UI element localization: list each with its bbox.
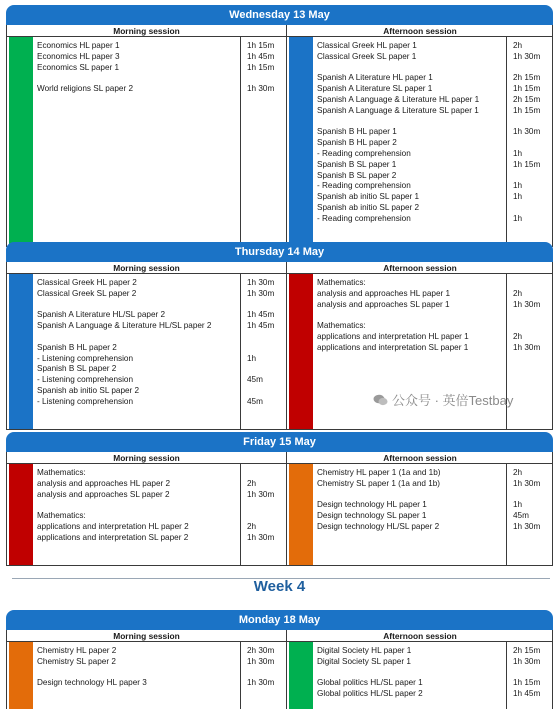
afternoon-exam-name: - Reading comprehension: [317, 149, 411, 158]
morning-exam-duration: 1h 30m: [247, 489, 275, 499]
morning-exam-duration: 1h 30m: [247, 678, 275, 688]
afternoon-header: Afternoon session: [287, 25, 553, 37]
session-table: [6, 452, 553, 566]
afternoon-exam-duration: 2h 15m: [513, 73, 541, 83]
afternoon-exam-name: Spanish B HL paper 2: [317, 138, 397, 148]
morning-subject-color-bar: [9, 274, 33, 429]
afternoon-exam-duration: 1h: [513, 213, 523, 223]
session-table: [6, 630, 553, 709]
afternoon-exam-name: Chemistry SL paper 1 (1a and 1b): [317, 478, 441, 488]
afternoon-exam-duration: 1h: [513, 181, 523, 191]
afternoon-exam-duration: 1h 30m: [513, 656, 541, 666]
afternoon-exam-name: Digital Society SL paper 1: [317, 656, 411, 666]
afternoon-exam-name: Spanish A Language & Literature SL paper 1: [317, 105, 479, 115]
morning-exam-duration: 1h 30m: [247, 278, 275, 287]
day-block: [6, 5, 553, 247]
afternoon-exam-name: Global politics HL/SL paper 2: [317, 689, 423, 699]
afternoon-exam-duration: 45m: [513, 511, 529, 521]
morning-exam-duration: 2h: [247, 478, 257, 488]
morning-exam-name: Design technology HL paper 3: [37, 678, 147, 688]
morning-exam-name: - Listening comprehension: [37, 375, 134, 385]
morning-exam-name: Chemistry SL paper 2: [37, 656, 116, 666]
morning-exam-name: Spanish B SL paper 2: [37, 364, 117, 374]
morning-exam-name: Economics HL paper 1: [37, 41, 120, 50]
session-divider: [286, 25, 287, 246]
afternoon-exam-name: Mathematics:: [317, 321, 366, 331]
session-divider: [286, 452, 287, 565]
morning-exam-name: Spanish A Literature HL/SL paper 2: [37, 310, 166, 320]
afternoon-exam-duration: 2h: [513, 41, 523, 50]
morning-header: Morning session: [7, 262, 286, 274]
morning-exam-duration: 1h 30m: [247, 656, 275, 666]
morning-exam-duration: 1h 15m: [247, 62, 275, 72]
morning-exam-name: Mathematics:: [37, 468, 86, 477]
morning-exam-duration: 2h: [247, 522, 257, 531]
day-block: [6, 432, 553, 566]
afternoon-exam-name: Spanish A Literature SL paper 1: [317, 84, 433, 94]
afternoon-exam-duration: 2h 15m: [513, 95, 541, 104]
afternoon-exam-name: analysis and approaches HL paper 1: [317, 288, 451, 298]
morning-exam-name: Mathematics:: [37, 511, 86, 521]
afternoon-subject-color-bar: [289, 37, 313, 246]
morning-header: Morning session: [7, 630, 286, 642]
morning-header: Morning session: [7, 25, 286, 37]
morning-exam-name: analysis and approaches SL paper 2: [37, 489, 170, 499]
morning-subject-color-bar: [9, 464, 33, 565]
afternoon-exam-name: Spanish B SL paper 1: [317, 159, 397, 169]
morning-exam-name: Spanish ab initio SL paper 2: [37, 386, 140, 395]
afternoon-exam-name: Design technology HL/SL paper 2: [317, 522, 440, 531]
afternoon-exam-duration: 1h 15m: [513, 105, 541, 115]
afternoon-subject-color-bar: [289, 464, 313, 565]
morning-exam-name: applications and interpretation HL paper 2: [37, 522, 189, 531]
afternoon-exam-duration: 1h 30m: [513, 51, 541, 61]
afternoon-exam-duration: 1h 15m: [513, 84, 541, 94]
afternoon-exam-name: Spanish A Language & Literature HL paper 1: [317, 95, 480, 104]
afternoon-exam-name: Spanish B HL paper 1: [317, 127, 397, 137]
wechat-icon: [373, 394, 388, 406]
day-title: Thursday 14 May: [6, 242, 553, 262]
session-divider: [286, 630, 287, 709]
morning-exam-name: Spanish B HL paper 2: [37, 342, 117, 352]
afternoon-exam-name: Spanish ab initio SL paper 1: [317, 192, 420, 202]
afternoon-header: Afternoon session: [287, 630, 553, 642]
morning-exam-duration: 2h 30m: [247, 646, 275, 655]
morning-exam-name: Economics HL paper 3: [37, 51, 120, 61]
morning-exam-duration: 45m: [247, 375, 263, 385]
morning-exam-name: Classical Greek SL paper 2: [37, 288, 137, 298]
morning-exam-duration: 1h 30m: [247, 84, 275, 94]
afternoon-exam-duration: 1h 30m: [513, 342, 541, 352]
afternoon-exam-duration: 1h: [513, 149, 523, 158]
morning-exam-duration: 1h 45m: [247, 321, 275, 331]
day-block: [6, 610, 553, 709]
afternoon-header: Afternoon session: [287, 262, 553, 274]
afternoon-exam-name: Classical Greek HL paper 1: [317, 41, 417, 50]
afternoon-header: Afternoon session: [287, 452, 553, 464]
afternoon-exam-name: Spanish ab initio SL paper 2: [317, 203, 420, 212]
afternoon-exam-duration: 1h: [513, 192, 523, 202]
afternoon-exam-duration: 2h: [513, 288, 523, 298]
morning-exam-duration: 1h: [247, 353, 257, 363]
morning-exam-name: - Listening comprehension: [37, 396, 134, 406]
morning-subject-color-bar: [9, 37, 33, 246]
morning-exam-name: analysis and approaches HL paper 2: [37, 478, 171, 488]
morning-exam-name: - Listening comprehension: [37, 353, 134, 363]
afternoon-exam-duration: 1h 15m: [513, 159, 541, 169]
afternoon-exam-duration: 1h 30m: [513, 299, 541, 309]
afternoon-exam-duration: 1h 30m: [513, 522, 541, 531]
morning-exam-duration: 1h 30m: [247, 532, 275, 542]
morning-exam-duration: 1h 45m: [247, 51, 275, 61]
afternoon-exam-name: Design technology SL paper 1: [317, 511, 427, 521]
afternoon-exam-name: applications and interpretation HL paper 1: [317, 332, 469, 341]
afternoon-exam-name: Global politics HL/SL paper 1: [317, 678, 423, 688]
afternoon-exam-duration: 1h 30m: [513, 127, 541, 137]
morning-exam-duration: 45m: [247, 396, 263, 406]
afternoon-exam-name: Digital Society HL paper 1: [317, 646, 412, 655]
afternoon-exam-name: Spanish B SL paper 2: [317, 170, 397, 180]
morning-exam-name: Classical Greek HL paper 2: [37, 278, 137, 287]
watermark: [373, 390, 513, 409]
morning-exam-name: applications and interpretation SL paper 2: [37, 532, 189, 542]
afternoon-exam-name: Design technology HL paper 1: [317, 500, 427, 510]
afternoon-exam-duration: 1h: [513, 500, 523, 510]
morning-exam-duration: 1h 15m: [247, 41, 275, 50]
day-title: Monday 18 May: [6, 610, 553, 630]
morning-exam-name: Economics SL paper 1: [37, 62, 120, 72]
afternoon-exam-duration: 2h: [513, 332, 523, 341]
afternoon-exam-name: applications and interpretation SL paper 1: [317, 342, 469, 352]
afternoon-subject-color-bar: [289, 274, 313, 429]
morning-header: Morning session: [7, 452, 286, 464]
afternoon-exam-name: Classical Greek SL paper 1: [317, 51, 417, 61]
morning-exam-name: World religions SL paper 2: [37, 84, 134, 94]
afternoon-exam-duration: 2h 15m: [513, 646, 541, 655]
afternoon-exam-name: Spanish A Literature HL paper 1: [317, 73, 433, 83]
morning-exam-name: Chemistry HL paper 2: [37, 646, 117, 655]
watermark-text: 公众号 · 英倍Testbay: [392, 393, 514, 408]
afternoon-exam-duration: 2h: [513, 468, 523, 477]
afternoon-exam-duration: 1h 45m: [513, 689, 541, 699]
morning-exam-name: Spanish A Language & Literature HL/SL paper 2: [37, 321, 212, 331]
afternoon-exam-name: Chemistry HL paper 1 (1a and 1b): [317, 468, 441, 477]
afternoon-exam-name: analysis and approaches SL paper 1: [317, 299, 450, 309]
day-title: Wednesday 13 May: [6, 5, 553, 25]
morning-exam-duration: 1h 45m: [247, 310, 275, 320]
afternoon-exam-duration: 1h 30m: [513, 478, 541, 488]
afternoon-exam-name: - Reading comprehension: [317, 213, 411, 223]
morning-exam-duration: 1h 30m: [247, 288, 275, 298]
week-heading: Week 4: [253, 578, 306, 595]
afternoon-exam-name: Mathematics:: [317, 278, 366, 287]
afternoon-exam-name: - Reading comprehension: [317, 181, 411, 191]
afternoon-exam-duration: 1h 15m: [513, 678, 541, 688]
morning-subject-color-bar: [9, 642, 33, 709]
session-table: [6, 25, 553, 247]
afternoon-subject-color-bar: [289, 642, 313, 709]
day-title: Friday 15 May: [6, 432, 553, 452]
session-divider: [286, 262, 287, 429]
